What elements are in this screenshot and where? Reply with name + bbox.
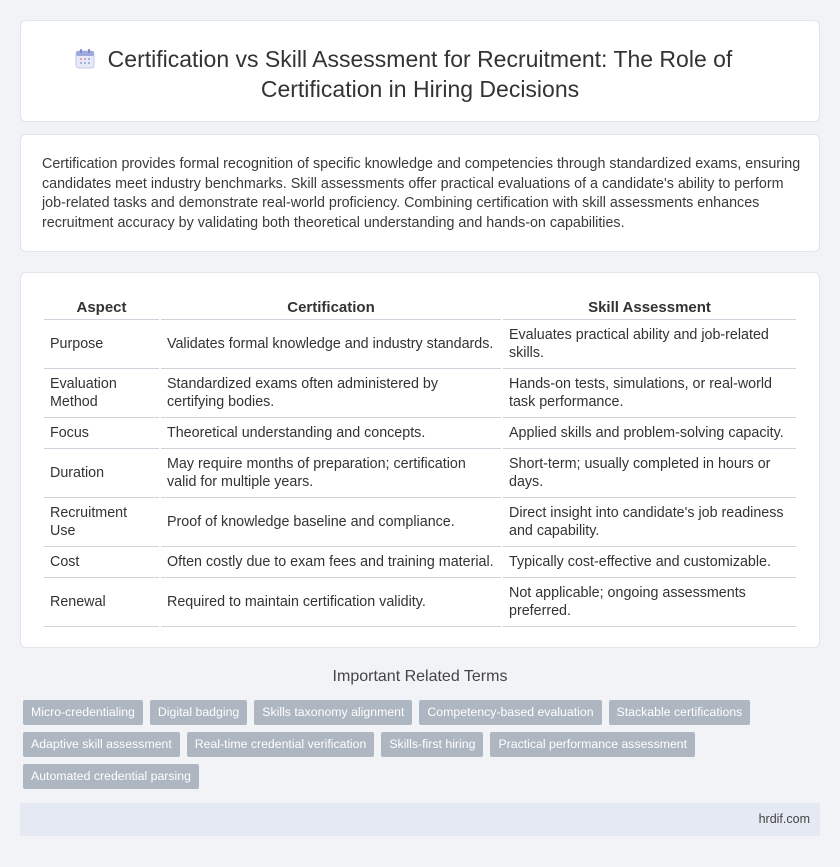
skill-assessment-cell: Evaluates practical ability and job-related skills. [503,320,796,369]
related-terms-tags [23,700,783,796]
table-header-row [44,298,796,320]
tag-adaptive-skill-assessment[interactable]: Adaptive skill assessment [23,732,180,757]
certification-cell: Standardized exams often administered by certifying bodies. [161,369,501,418]
table-row [44,369,796,418]
certification-cell: Often costly due to exam fees and training material. [161,547,501,578]
comparison-table [42,298,798,627]
tag-micro-credentialing[interactable]: Micro-credentialing [23,700,143,725]
tag-automated-credential-parsing[interactable]: Automated credential parsing [23,764,199,789]
aspect-cell: Focus [44,418,159,449]
tag-competency-based-evaluation[interactable]: Competency-based evaluation [419,700,601,725]
tag-digital-badging[interactable]: Digital badging [150,700,247,725]
table-row [44,449,796,498]
aspect-cell: Cost [44,547,159,578]
certification-cell: Theoretical understanding and concepts. [161,418,501,449]
table-row [44,418,796,449]
skill-assessment-cell: Not applicable; ongoing assessments preferred. [503,578,796,627]
page-title [21,44,819,104]
skill-assessment-cell: Direct insight into candidate's job readiness and capability. [503,498,796,547]
certification-cell: Validates formal knowledge and industry standards. [161,320,501,369]
skill-assessment-cell: Hands-on tests, simulations, or real-world task performance. [503,369,796,418]
table-row [44,498,796,547]
header-certification: Certification [161,298,501,320]
certification-cell: Required to maintain certification validity. [161,578,501,627]
tag-skills-taxonomy-alignment[interactable]: Skills taxonomy alignment [254,700,412,725]
certification-cell: Proof of knowledge baseline and compliance. [161,498,501,547]
header-aspect: Aspect [44,298,159,320]
aspect-cell: Purpose [44,320,159,369]
intro-card [20,134,820,252]
related-terms-heading: Important Related Terms [332,668,508,685]
tag-real-time-credential-verification[interactable]: Real-time credential verification [187,732,375,757]
aspect-cell: Evaluation Method [44,369,159,418]
title-card [20,20,820,122]
tag-practical-performance-assessment[interactable]: Practical performance assessment [490,732,695,757]
header-skill-assessment: Skill Assessment [503,298,796,320]
intro-paragraph: Certification provides formal recognition of specific knowledge and competencies through standardized exams, ensuring candidates meet industry benchmarks. Skill assessments offer practical evaluations of a candidate's ability to perform job-related tasks and demonstrate real-world proficiency. Combining certification with skill assessments enhances recruitment accuracy by validating both theoretical understanding and hands-on capabilities. [42,156,801,231]
page-title-line1: Certification vs Skill Assessment for Recruitment: The Role of [107,46,733,72]
skill-assessment-cell: Typically cost-effective and customizable. [503,547,796,578]
footer-site-link[interactable]: hrdif.com [758,812,810,826]
comparison-card [20,272,820,648]
aspect-cell: Duration [44,449,159,498]
page-title-line2: Certification in Hiring Decisions [260,76,580,102]
tag-stackable-certifications[interactable]: Stackable certifications [609,700,751,725]
table-row [44,578,796,627]
tag-skills-first-hiring[interactable]: Skills-first hiring [381,732,483,757]
table-row [44,320,796,369]
footer [20,803,820,836]
skill-assessment-cell: Short-term; usually completed in hours or days. [503,449,796,498]
table-row [44,547,796,578]
aspect-cell: Renewal [44,578,159,627]
certification-cell: May require months of preparation; certification valid for multiple years. [161,449,501,498]
skill-assessment-cell: Applied skills and problem-solving capacity. [503,418,796,449]
aspect-cell: Recruitment Use [44,498,159,547]
